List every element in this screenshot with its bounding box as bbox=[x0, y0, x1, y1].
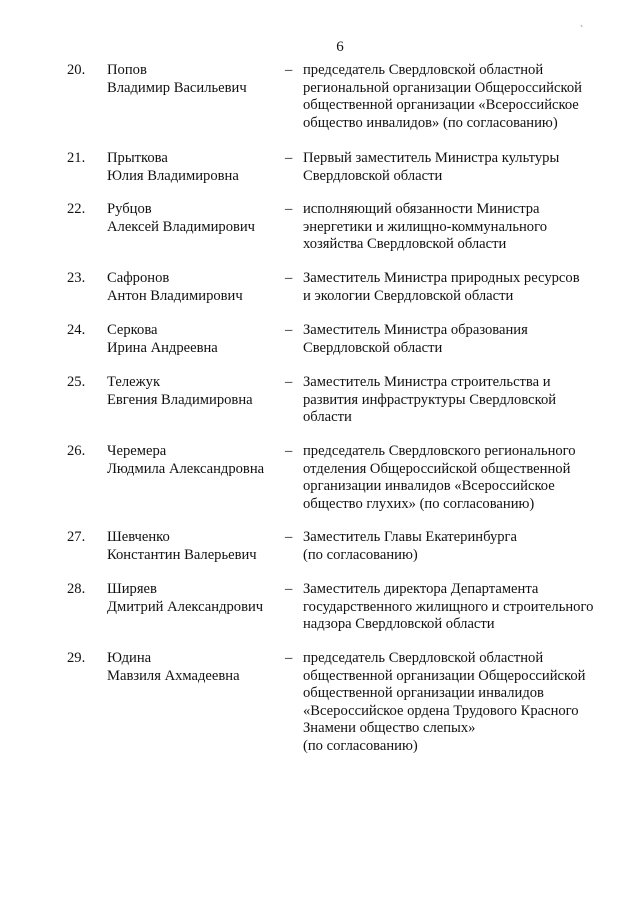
person-given-name: Ирина Андреевна bbox=[107, 339, 218, 356]
position-line: организации инвалидов «Всероссийское bbox=[303, 478, 555, 494]
person-given-name: Мавзиля Ахмадеевна bbox=[107, 667, 240, 684]
position-line: Первый заместитель Министра культуры bbox=[303, 150, 560, 166]
position-line: Заместитель директора Департамента bbox=[303, 581, 539, 597]
position-line: «Всероссийское ордена Трудового Красного bbox=[303, 702, 579, 719]
position-line: региональной организации Общероссийской bbox=[303, 79, 582, 96]
position-line: хозяйства Свердловской области bbox=[303, 236, 507, 252]
position-line: государственного жилищного и строительного bbox=[303, 598, 594, 615]
person-given-name: Юлия Владимировна bbox=[107, 167, 239, 184]
position-line: области bbox=[303, 409, 352, 425]
person-given-name: Евгения Владимировна bbox=[107, 391, 253, 408]
dash-separator: – bbox=[285, 62, 293, 78]
entry-number: 22. bbox=[67, 201, 86, 217]
dash-separator: – bbox=[285, 374, 293, 390]
position-line: надзора Свердловской области bbox=[303, 616, 495, 632]
person-surname: Ширяев bbox=[107, 581, 157, 597]
person-name bbox=[107, 374, 287, 409]
entry-number: 27. bbox=[67, 529, 86, 545]
corner-mark: ` bbox=[580, 25, 584, 36]
position-description bbox=[303, 150, 623, 185]
position-line: Свердловской области bbox=[303, 167, 443, 184]
position-line: председатель Свердловского регионального bbox=[303, 443, 576, 459]
position-line: общество глухих» (по согласованию) bbox=[303, 495, 535, 512]
dash-separator: – bbox=[285, 650, 293, 666]
person-surname: Серкова bbox=[107, 322, 158, 338]
person-name bbox=[107, 322, 287, 357]
position-line: и экологии Свердловской области bbox=[303, 287, 514, 304]
dash-separator: – bbox=[285, 581, 293, 597]
dash-separator: – bbox=[285, 529, 293, 545]
position-line: (по согласованию) bbox=[303, 737, 418, 754]
person-surname: Тележук bbox=[107, 374, 161, 390]
position-line: отделения Общероссийской общественной bbox=[303, 460, 571, 477]
person-given-name: Дмитрий Александрович bbox=[107, 598, 264, 615]
position-line: председатель Свердловской областной bbox=[303, 62, 544, 78]
entry-number: 28. bbox=[67, 581, 86, 597]
person-surname: Прыткова bbox=[107, 150, 168, 166]
position-description bbox=[303, 374, 623, 427]
dash-separator: – bbox=[285, 322, 293, 338]
position-line: Свердловской области bbox=[303, 339, 443, 356]
dash-separator: – bbox=[285, 270, 293, 286]
position-line: Заместитель Министра строительства и bbox=[303, 374, 551, 390]
person-given-name: Людмила Александровна bbox=[107, 460, 265, 477]
position-line: исполняющий обязанности Министра bbox=[303, 201, 540, 217]
position-line: общественной организации инвалидов bbox=[303, 685, 544, 701]
position-description bbox=[303, 322, 623, 357]
person-name bbox=[107, 201, 287, 236]
position-description bbox=[303, 62, 623, 132]
position-description bbox=[303, 443, 623, 513]
dash-separator: – bbox=[285, 443, 293, 459]
entry-number: 26. bbox=[67, 443, 86, 459]
person-surname: Попов bbox=[107, 62, 147, 78]
position-description bbox=[303, 201, 623, 254]
person-given-name: Константин Валерьевич bbox=[107, 546, 257, 563]
position-line: развития инфраструктуры Свердловской bbox=[303, 391, 557, 408]
position-description bbox=[303, 581, 623, 634]
position-description bbox=[303, 270, 623, 305]
person-given-name: Алексей Владимирович bbox=[107, 218, 256, 235]
dash-separator: – bbox=[285, 201, 293, 217]
position-line: общественной организации Общероссийской bbox=[303, 667, 586, 684]
position-line: Заместитель Главы Екатеринбурга bbox=[303, 529, 517, 545]
position-line: Заместитель Министра образования bbox=[303, 322, 528, 338]
person-name bbox=[107, 62, 287, 97]
dash-separator: – bbox=[285, 150, 293, 166]
position-line: общественной организации «Всероссийское bbox=[303, 97, 579, 113]
position-line: председатель Свердловской областной bbox=[303, 650, 544, 666]
position-line: Знамени общество слепых» bbox=[303, 720, 476, 736]
person-name bbox=[107, 150, 287, 185]
person-surname: Юдина bbox=[107, 650, 152, 666]
person-name bbox=[107, 529, 287, 564]
entry-number: 23. bbox=[67, 270, 86, 286]
person-name bbox=[107, 650, 287, 685]
entry-number: 20. bbox=[67, 62, 86, 78]
position-line: Заместитель Министра природных ресурсов bbox=[303, 270, 580, 286]
person-given-name: Владимир Васильевич bbox=[107, 79, 247, 96]
entry-number: 25. bbox=[67, 374, 86, 390]
entry-number: 21. bbox=[67, 150, 86, 166]
person-surname: Рубцов bbox=[107, 201, 152, 217]
entry-number: 29. bbox=[67, 650, 86, 666]
position-line: (по согласованию) bbox=[303, 546, 418, 563]
person-name bbox=[107, 443, 287, 478]
position-description bbox=[303, 650, 623, 755]
person-surname: Сафронов bbox=[107, 270, 170, 286]
person-given-name: Антон Владимирович bbox=[107, 287, 243, 304]
position-description bbox=[303, 529, 623, 564]
person-name bbox=[107, 270, 287, 305]
page-number: 6 bbox=[336, 39, 344, 55]
person-surname: Черемера bbox=[107, 443, 167, 459]
position-line: общество инвалидов» (по согласованию) bbox=[303, 114, 558, 131]
person-surname: Шевченко bbox=[107, 529, 170, 545]
position-line: энергетики и жилищно-коммунального bbox=[303, 218, 548, 235]
person-name bbox=[107, 581, 287, 616]
entry-number: 24. bbox=[67, 322, 86, 338]
